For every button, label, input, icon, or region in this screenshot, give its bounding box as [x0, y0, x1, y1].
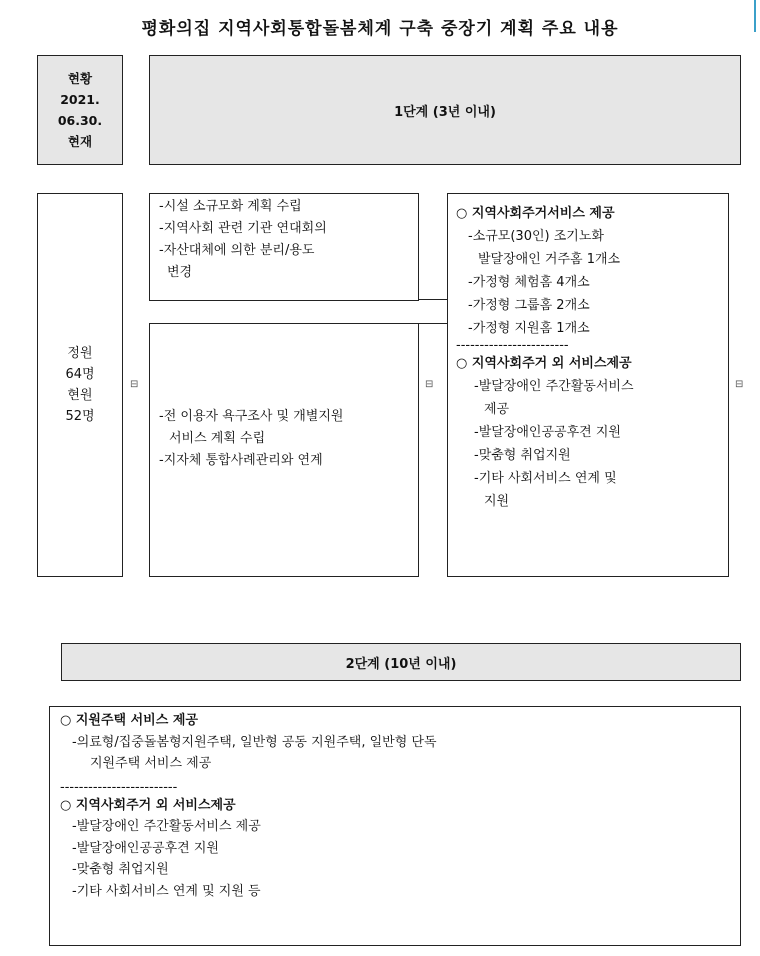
phase2-item: -기타 사회서비스 연계 및 지원 등 [72, 883, 261, 899]
facility-line: -지역사회 관련 기관 연대회의 [159, 221, 327, 236]
phase2-divider: ------------------------- [60, 779, 178, 795]
service-item: -가정형 그룹홈 2개소 [468, 298, 590, 313]
facility-line: -시설 소규모화 계획 수립 [159, 199, 302, 214]
expand-icon: ⊟ [425, 379, 434, 390]
page-title: 평화의집 지역사회통합돌봄체계 구축 중장기 계획 주요 내용 [141, 19, 619, 39]
connector-line [419, 323, 447, 324]
community-service-box [447, 193, 729, 577]
service-item: 발달장애인 거주홈 1개소 [478, 252, 621, 267]
capacity-box [37, 193, 123, 577]
service-item: -기타 사회서비스 연계 및 [474, 471, 617, 486]
service-item: 지원 [484, 494, 510, 509]
service-item: -가정형 지원홈 1개소 [468, 321, 590, 336]
facility-line: 변경 [167, 265, 193, 280]
capacity-line: 52명 [65, 409, 95, 424]
phase2-item: -의료형/집중돌봄형지원주택, 일반형 공동 지원주택, 일반형 단독 [72, 734, 437, 750]
service-item: -맞춤형 취업지원 [474, 448, 571, 463]
service-item: 제공 [484, 402, 510, 417]
capacity-line: 정원 [67, 346, 93, 361]
service-divider: ------------------------ [456, 338, 569, 353]
service-heading: ○ 지역사회주거 외 서비스제공 [456, 356, 632, 371]
status-line: 현황 [67, 71, 93, 86]
phase2-item: -발달장애인 주간활동서비스 제공 [72, 819, 261, 834]
phase2-header [61, 643, 741, 681]
service-item: -가정형 체험홈 4개소 [468, 275, 590, 290]
facility-plan-box [149, 193, 419, 301]
capacity-line: 현원 [67, 388, 93, 403]
phase2-label: 2단계 (10년 이내) [345, 656, 457, 672]
phase1-header [149, 55, 741, 165]
phase1-label: 1단계 (3년 이내) [394, 104, 496, 120]
status-line: 06.30. [57, 113, 103, 128]
phase2-content-box [49, 706, 741, 946]
status-line: 현재 [67, 134, 93, 149]
connector-line [419, 299, 447, 300]
user-survey-box [149, 323, 419, 577]
facility-line: -자산대체에 의한 분리/용도 [159, 243, 315, 258]
service-item: -발달장애인 주간활동서비스 [474, 379, 634, 394]
status-box [37, 55, 123, 165]
phase2-heading: ○ 지원주택 서비스 제공 [60, 713, 198, 728]
expand-icon: ⊟ [130, 379, 139, 390]
phase2-item: -발달장애인공공후견 지원 [72, 840, 219, 856]
phase2-item: 지원주택 서비스 제공 [90, 756, 212, 771]
expand-icon: ⊟ [735, 379, 744, 390]
phase2-item: -맞춤형 취업지원 [72, 862, 169, 877]
phase2-heading: ○ 지역사회주거 외 서비스제공 [60, 797, 236, 813]
user-line: -전 이용자 욕구조사 및 개별지원 [159, 409, 344, 424]
status-line: 2021. [60, 92, 100, 107]
capacity-line: 64명 [65, 367, 95, 382]
user-line: -지자체 통합사례관리와 연계 [159, 453, 323, 468]
user-line: 서비스 계획 수립 [169, 431, 266, 446]
service-item: -소규모(30인) 조기노화 [468, 229, 604, 244]
service-item: -발달장애인공공후견 지원 [474, 425, 621, 440]
service-heading: ○ 지역사회주거서비스 제공 [456, 206, 615, 221]
